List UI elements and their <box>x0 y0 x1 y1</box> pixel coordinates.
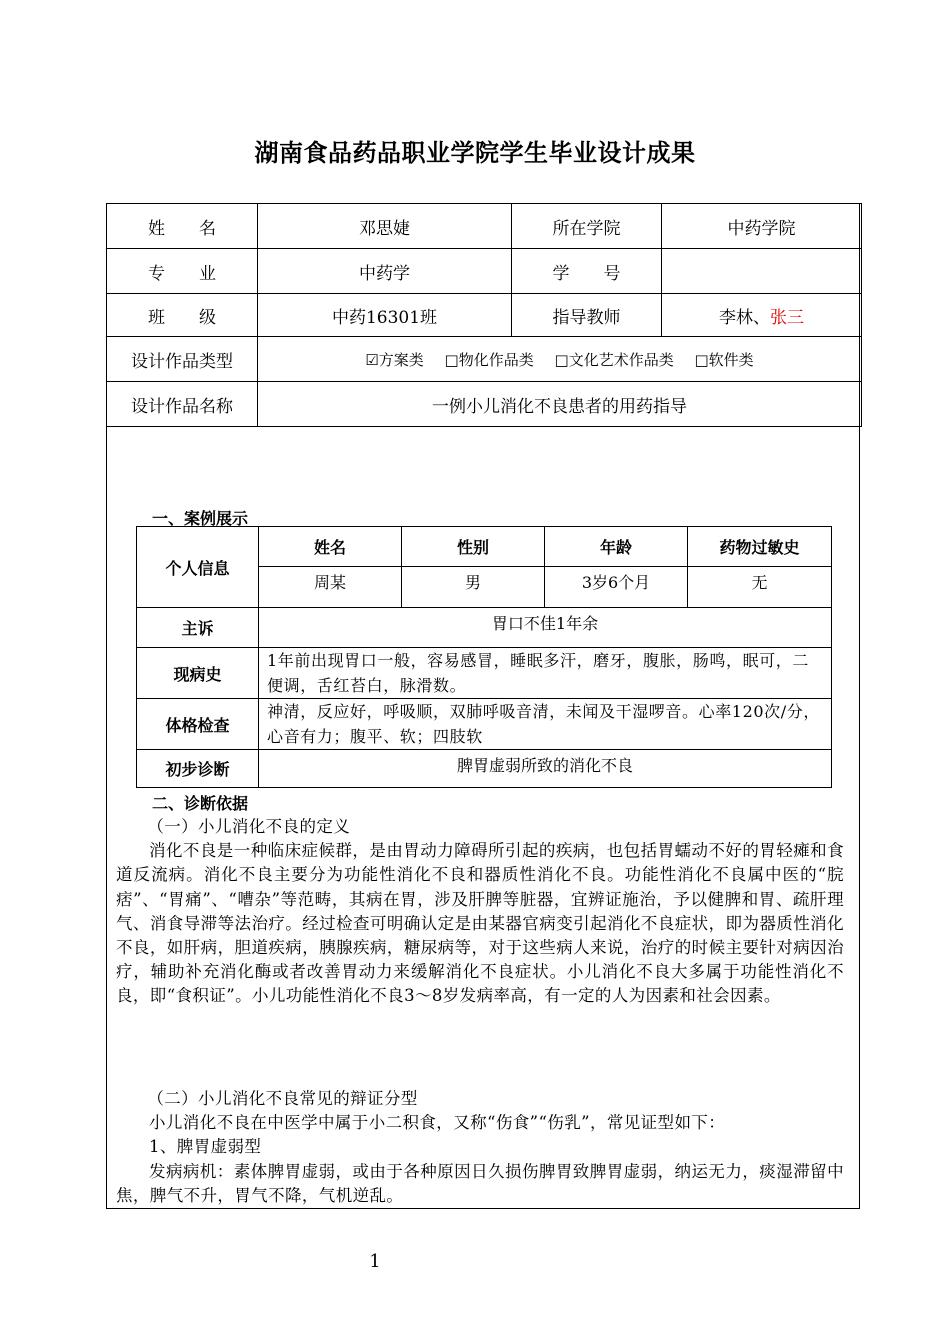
exam-label: 体格检查 <box>137 699 259 750</box>
exam-value: 神清，反应好，呼吸顺，双肺呼吸音清，未闻及干湿啰音。心率120次/分，心音有力；腹平、软；四肢软 <box>259 699 832 750</box>
work-type-option-plan[interactable]: ☑方案类 <box>365 350 424 369</box>
name-label: 姓 名 <box>107 204 258 249</box>
diagnosis-label: 初步诊断 <box>137 750 259 788</box>
major-value: 中药学 <box>258 249 512 294</box>
work-name-value: 一例小儿消化不良患者的用药指导 <box>258 382 862 427</box>
section2-part1 <box>116 815 844 1009</box>
advisor-value <box>662 294 862 337</box>
header-name: 姓名 <box>259 527 402 567</box>
paragraph-types-intro: 小儿消化不良在中医学中属于小二积食，又称“伤食”“伤乳”，常见证型如下： <box>149 1113 726 1133</box>
complaint-value: 胃口不佳1年余 <box>259 608 832 648</box>
diagnosis-value: 脾胃虚弱所致的消化不良 <box>259 750 832 788</box>
case-table <box>136 526 832 788</box>
header-age: 年龄 <box>545 527 688 567</box>
advisor-name-1: 李林、 <box>719 307 770 328</box>
major-label: 专 业 <box>107 249 258 294</box>
advisor-name-2: 张三 <box>770 307 804 328</box>
personal-info-label: 个人信息 <box>137 527 259 608</box>
college-label: 所在学院 <box>512 204 662 249</box>
section1-heading: 一、案例展示 <box>152 509 249 528</box>
work-type-options <box>258 337 862 382</box>
paragraph-definition: 消化不良是一种临床症候群，是由胃动力障碍所引起的疾病，也包括胃蠕动不好的胃轻瘫和食道反流病。消化不良主要分为功能性消化不良和器质性消化不良。功能性消化不良属中医的“脘痞”、“胃痛”、“嘈杂”等范畴，其病在胃，涉及肝脾等脏器，宜辨证施治，予以健脾和胃、疏肝理气、消食导滞等法治疗。经过检查可明确认定是由某器官病变引起消化不良症状，即为器质性消化不良，如肝病，胆道疾病，胰腺疾病，糖尿病等，对于这些病人来说，治疗的时候主要针对病因治疗，辅助补充消化酶或者改善胃动力来缓解消化不良症状。小儿消化不良大多属于功能性消化不良，即“食积证”。小儿功能性消化不良3～8岁发病率高，有一定的人为因素和社会因素。 <box>116 841 844 1006</box>
sub-heading-types: （二）小儿消化不良常见的辩证分型 <box>147 1089 418 1108</box>
history-value: 1年前出现胃口一般，容易感冒，睡眠多汗，磨牙，腹胀，肠鸣，眠可，二便调，舌红苔白，脉滑数。 <box>259 648 832 699</box>
page-number: 1 <box>369 1251 381 1272</box>
header-gender: 性别 <box>402 527 545 567</box>
college-value: 中药学院 <box>662 204 862 249</box>
sub-heading-definition: （一）小儿消化不良的定义 <box>147 817 351 836</box>
paragraph-pathogenesis: 发病病机：素体脾胃虚弱，或由于各种原因日久损伤脾胃致脾胃虚弱，纳运无力，痰湿滞留中焦，脾气不升，胃气不降，气机逆乱。 <box>116 1161 844 1205</box>
type-spleen-deficiency: 1、脾胃虚弱型 <box>149 1137 262 1157</box>
patient-age: 3岁6个月 <box>545 567 688 608</box>
work-type-option-physical[interactable]: □物化作品类 <box>444 350 534 369</box>
patient-name: 周某 <box>259 567 402 608</box>
student-id-label: 学 号 <box>512 249 662 294</box>
patient-gender: 男 <box>402 567 545 608</box>
class-value: 中药16301班 <box>258 294 512 337</box>
name-value: 邓思婕 <box>258 204 512 249</box>
student-info-table <box>106 203 862 427</box>
section2-heading: 二、诊断依据 <box>152 794 249 813</box>
complaint-label: 主诉 <box>137 608 259 648</box>
student-id-value <box>662 249 862 294</box>
patient-allergy: 无 <box>688 567 832 608</box>
header-allergy: 药物过敏史 <box>688 527 832 567</box>
work-type-option-software[interactable]: □软件类 <box>694 350 754 369</box>
advisor-label: 指导教师 <box>512 294 662 337</box>
work-type-option-art[interactable]: □文化艺术作品类 <box>554 350 674 369</box>
history-label: 现病史 <box>137 648 259 699</box>
document-title: 湖南食品药品职业学院学生毕业设计成果 <box>254 139 696 167</box>
work-type-label: 设计作品类型 <box>107 337 258 382</box>
class-label: 班 级 <box>107 294 258 337</box>
work-name-label: 设计作品名称 <box>107 382 258 427</box>
section2-part2 <box>116 1087 844 1208</box>
